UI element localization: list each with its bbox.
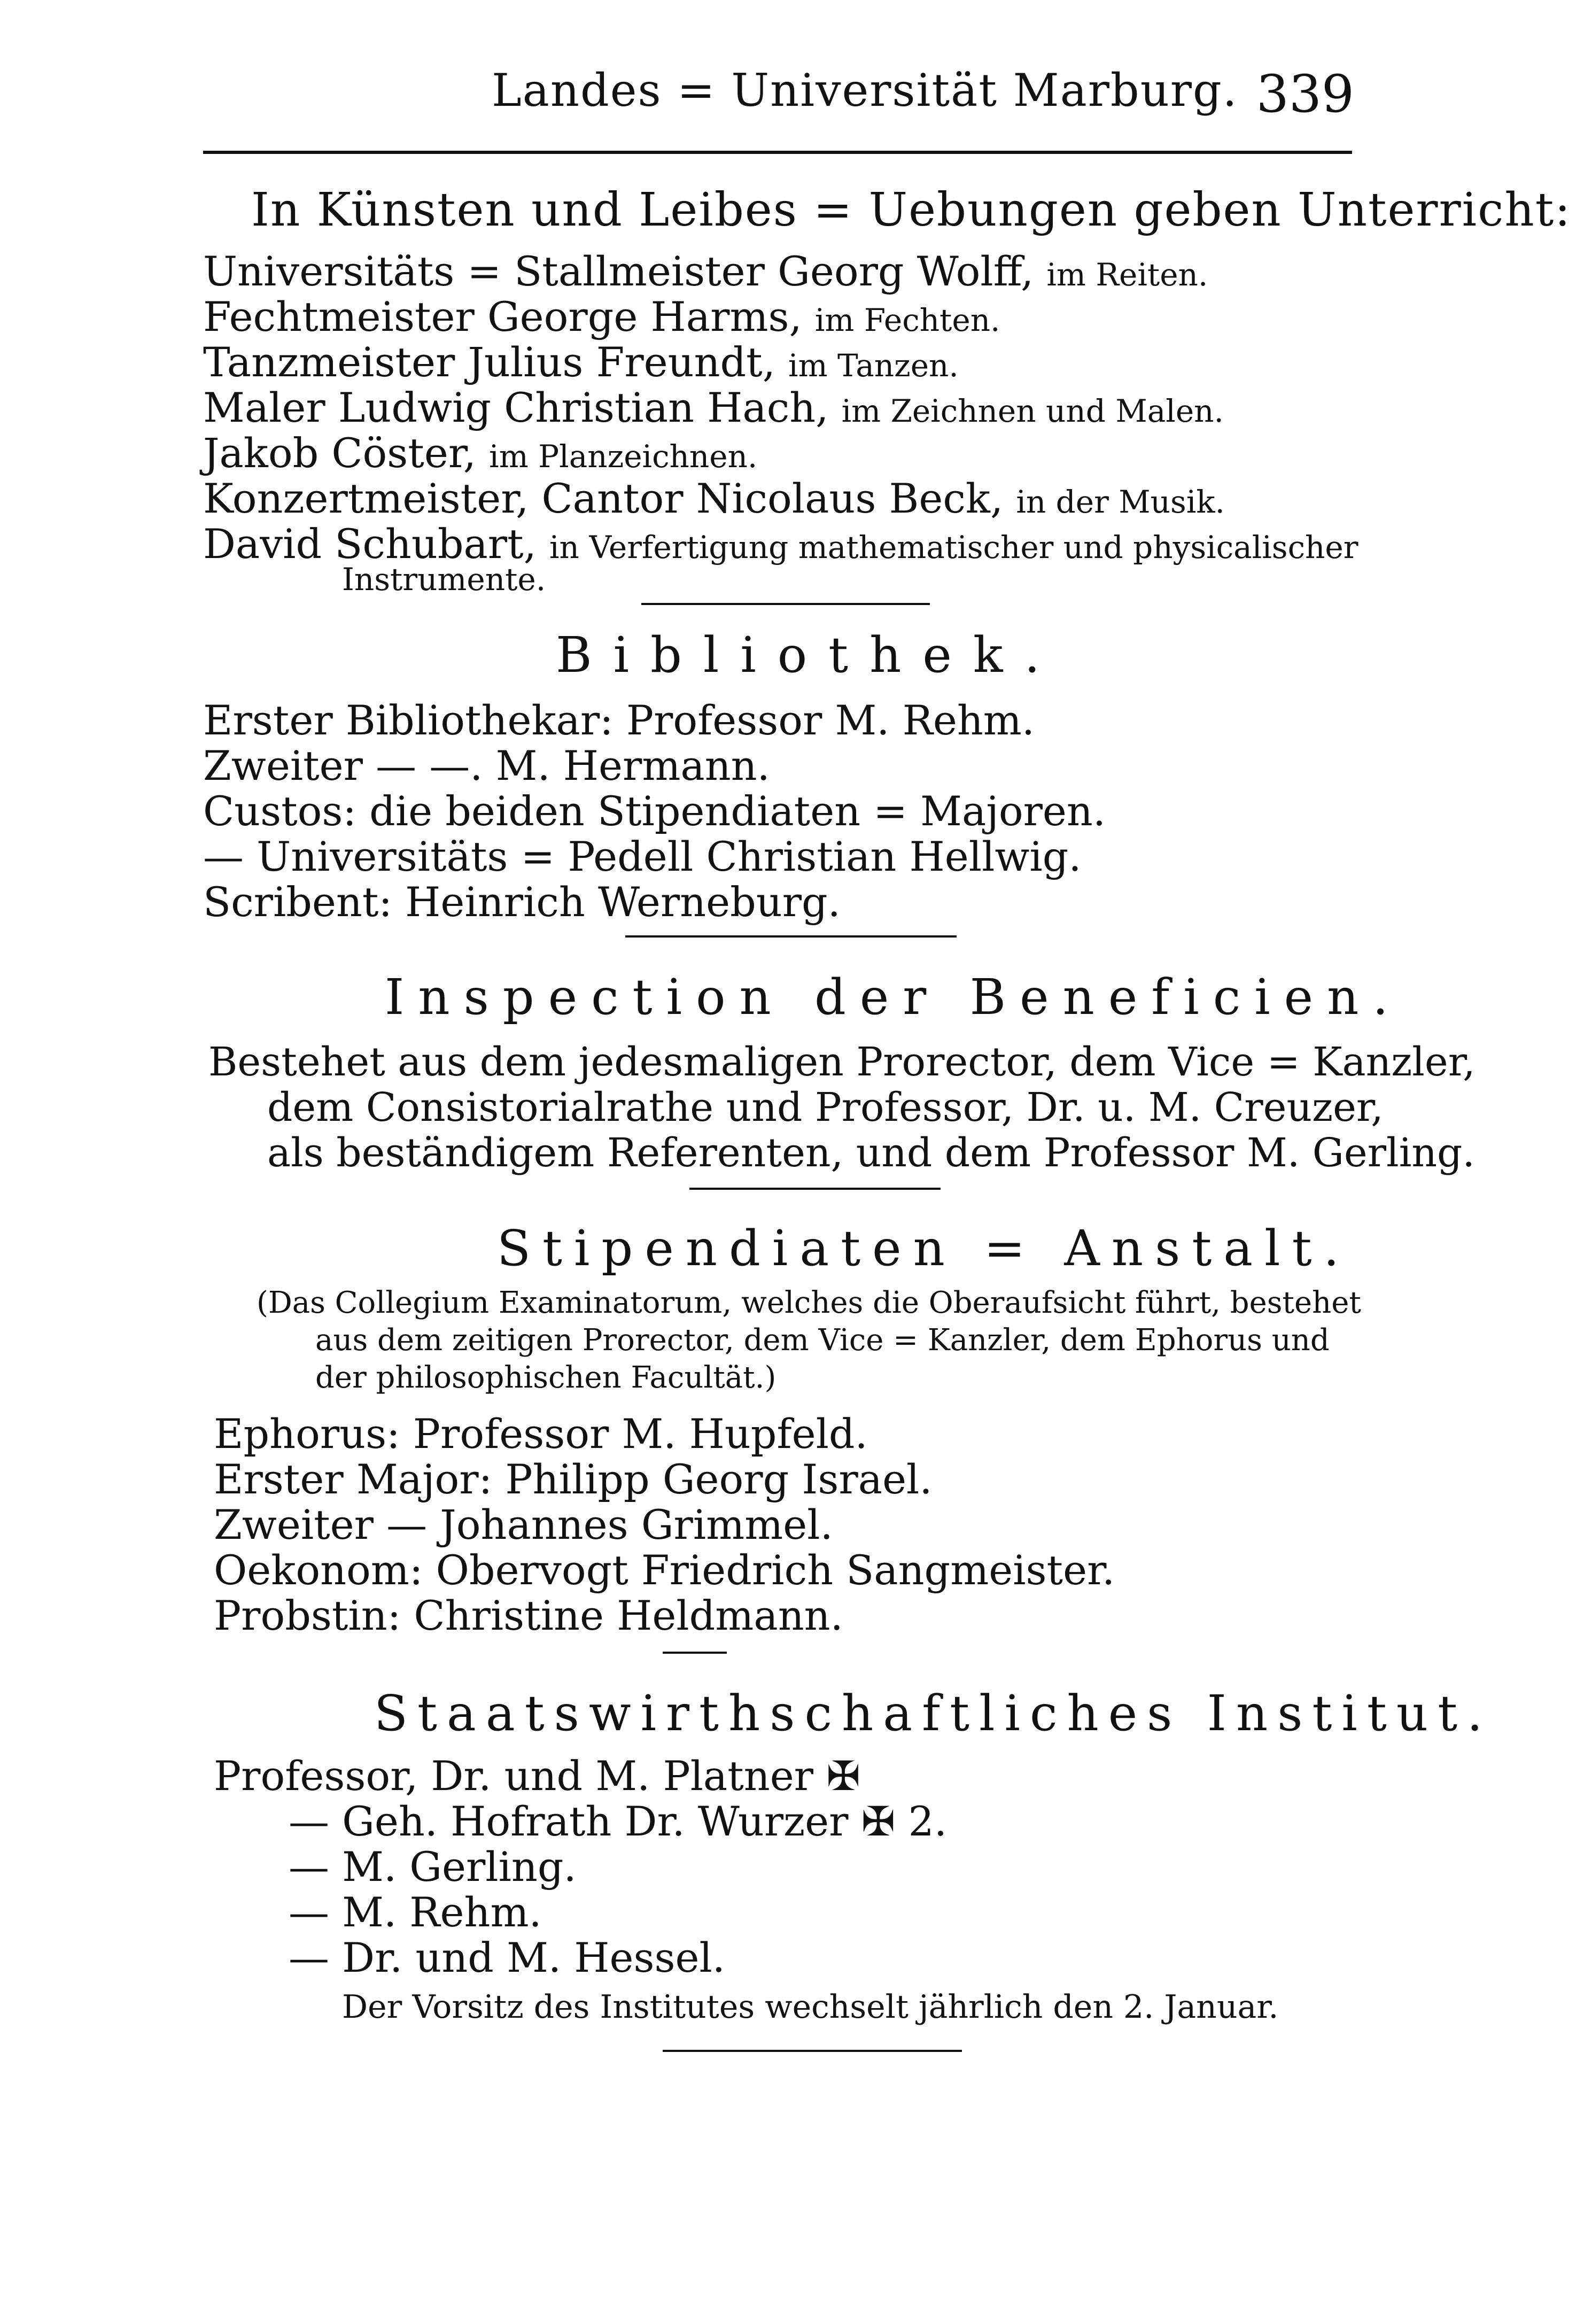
entry-main: Tanzmeister Julius Freundt,: [203, 338, 775, 386]
entry-continuation: Instrumente.: [342, 561, 546, 598]
entry-detail: in der Musik.: [1016, 484, 1225, 520]
section-divider: [663, 1652, 727, 1654]
entry-stipendiaten-4: Probstin: Christine Heldmann.: [214, 1592, 843, 1639]
running-title: Landes = Universität Marburg.: [492, 64, 1238, 117]
entry-detail: im Fechten.: [814, 302, 1000, 338]
header-rule: [203, 151, 1352, 154]
entry-main: — M. Rehm.: [289, 1888, 542, 1936]
inspection-line-1: dem Consistorialrathe und Professor, Dr. u. M. Creuzer,: [267, 1084, 1384, 1130]
inspection-line-0: Bestehet aus dem jedesmaligen Prorector, dem Vice = Kanzler,: [208, 1039, 1476, 1085]
entry-main: — M. Gerling.: [289, 1843, 577, 1891]
entry-detail: im Zeichnen und Malen.: [841, 393, 1224, 429]
inspection-line-2: als beständigem Referenten, und dem Professor M. Gerling.: [267, 1130, 1475, 1176]
entry-kuenste-0: [203, 247, 1208, 295]
entry-main: Jakob Cöster,: [203, 429, 476, 477]
section-title-stipendiaten: Stipendiaten = Anstalt.: [497, 1220, 1351, 1277]
institute-footnote: Der Vorsitz des Institutes wechselt jährlich den 2. Januar.: [342, 1988, 1279, 2026]
entry-kuenste-2: [203, 338, 959, 386]
entry-detail: im Tanzen.: [788, 347, 959, 384]
section-title-bibliothek: Bibliothek.: [556, 626, 1061, 684]
section-title-inspection: Inspection der Beneficien.: [385, 969, 1402, 1026]
stipendiaten-note-1: aus dem zeitigen Prorector, dem Vice = Kanzler, dem Ephorus und: [315, 1323, 1330, 1358]
section-title-staatswirthschaft: Staatswirthschaftliches Institut.: [374, 1685, 1493, 1742]
entry-kuenste-6: [203, 520, 1358, 568]
stipendiaten-note-0: (Das Collegium Examinatorum, welches die Oberaufsicht führt, bestehet: [257, 1285, 1361, 1320]
entry-main: Universitäts = Stallmeister Georg Wolff,: [203, 247, 1034, 295]
order-count: 2.: [908, 1798, 947, 1845]
stipendiaten-note-2: der philosophischen Facultät.): [315, 1360, 777, 1395]
entry-bibliothek-2: Custos: die beiden Stipendiaten = Majoren.: [203, 787, 1106, 835]
entry-staatswirthschaft-1: [289, 1798, 947, 1845]
entry-staatswirthschaft-4: [289, 1934, 725, 1981]
entry-stipendiaten-0: Ephorus: Professor M. Hupfeld.: [214, 1410, 868, 1458]
entry-detail: im Planzeichnen.: [489, 438, 758, 475]
entry-stipendiaten-3: Oekonom: Obervogt Friedrich Sangmeister.: [214, 1546, 1115, 1594]
section-divider: [641, 603, 930, 605]
footer-rule: [663, 2050, 962, 2052]
section-divider: [689, 1188, 941, 1190]
entry-kuenste-1: [203, 293, 1000, 340]
entry-main: — Dr. und M. Hessel.: [289, 1934, 725, 1981]
entry-main: Fechtmeister George Harms,: [203, 293, 802, 340]
entry-bibliothek-3: — Universitäts = Pedell Christian Hellwig.: [203, 833, 1082, 880]
entry-main: — Geh. Hofrath Dr. Wurzer: [289, 1798, 849, 1845]
entry-main: Konzertmeister, Cantor Nicolaus Beck,: [203, 475, 1004, 522]
section-divider: [625, 935, 957, 938]
entry-kuenste-5: [203, 475, 1225, 522]
entry-kuenste-3: [203, 384, 1224, 431]
entry-bibliothek-0: Erster Bibliothekar: Professor M. Rehm.: [203, 696, 1035, 744]
entry-main: Professor, Dr. und M. Platner: [214, 1752, 814, 1800]
entry-staatswirthschaft-0: [214, 1752, 860, 1800]
entry-detail: im Reiten.: [1046, 257, 1208, 293]
page-number: 339: [1256, 64, 1354, 124]
order-cross-icon: ✠: [861, 1798, 896, 1845]
entry-detail: in Verfertigung mathematischer und physicalischer: [549, 529, 1358, 565]
order-cross-icon: ✠: [826, 1752, 860, 1800]
entry-kuenste-4: [203, 429, 758, 477]
entry-bibliothek-1: Zweiter — —. M. Hermann.: [203, 742, 770, 789]
entry-main: David Schubart,: [203, 520, 537, 568]
section-title-kuenste: In Künsten und Leibes = Uebungen geben Unterricht:: [251, 183, 1572, 237]
entry-main: Maler Ludwig Christian Hach,: [203, 384, 829, 431]
entry-bibliothek-4: Scribent: Heinrich Werneburg.: [203, 878, 841, 926]
entry-stipendiaten-1: Erster Major: Philipp Georg Israel.: [214, 1455, 933, 1503]
entry-stipendiaten-2: Zweiter — Johannes Grimmel.: [214, 1501, 833, 1548]
entry-staatswirthschaft-3: [289, 1888, 542, 1936]
entry-staatswirthschaft-2: [289, 1843, 577, 1891]
